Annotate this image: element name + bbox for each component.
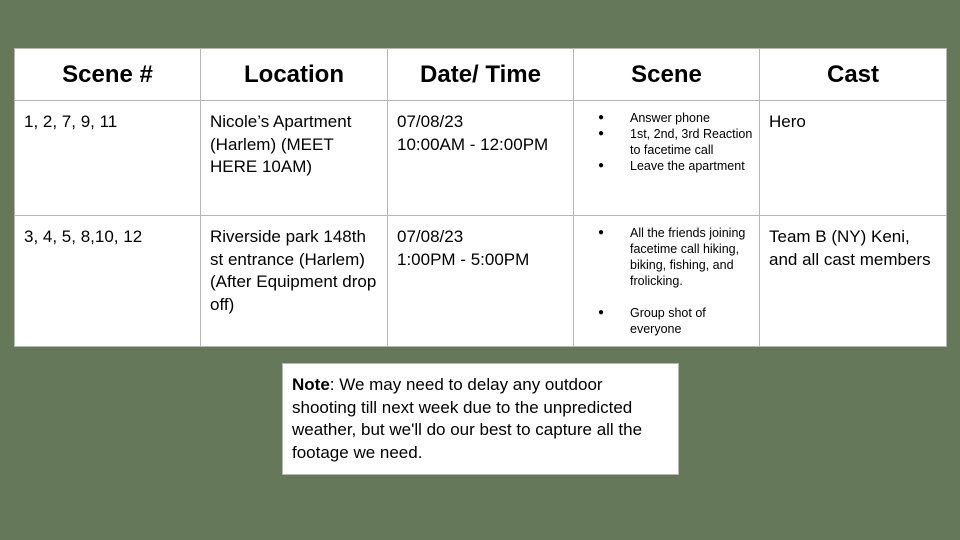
header-date-time: Date/ Time xyxy=(388,49,574,101)
header-cast: Cast xyxy=(760,49,947,101)
bullet-icon: ● xyxy=(598,160,605,172)
table-row xyxy=(15,101,947,216)
header-scene: Scene xyxy=(574,49,760,101)
scene-item-text: 1st, 2nd, 3rd Reaction to facetime call xyxy=(630,127,753,158)
note-box xyxy=(282,363,679,475)
location-cell: Riverside park 148th st entrance (Harlem) (After Equipment drop off) xyxy=(201,216,388,347)
table-header-row xyxy=(15,49,947,101)
list-item xyxy=(582,305,755,337)
list-item xyxy=(582,110,755,126)
scene-numbers-cell: 3, 4, 5, 8,10, 12 xyxy=(15,216,201,347)
scene-item-text: Leave the apartment xyxy=(630,159,745,174)
bullet-icon: ● xyxy=(598,227,605,238)
date-time-cell xyxy=(388,101,574,216)
scene-cell xyxy=(574,216,760,347)
table-row xyxy=(15,216,947,347)
date-time-cell xyxy=(388,216,574,347)
scene-numbers-cell: 1, 2, 7, 9, 11 xyxy=(15,101,201,216)
time-value: 10:00AM - 12:00PM xyxy=(397,134,549,154)
note-label: Note xyxy=(292,375,330,394)
list-item xyxy=(582,225,755,289)
header-scene-number: Scene # xyxy=(15,49,201,101)
header-location: Location xyxy=(201,49,388,101)
bullet-icon: ● xyxy=(598,307,605,319)
shooting-schedule-table xyxy=(14,48,947,347)
cast-cell: Team B (NY) Keni, and all cast members xyxy=(760,216,947,347)
location-cell: Nicole’s Apartment (Harlem) (MEET HERE 10AM) xyxy=(201,101,388,216)
list-item xyxy=(582,126,755,158)
time-value: 1:00PM - 5:00PM xyxy=(397,249,530,269)
list-item xyxy=(582,158,755,174)
date-value: 07/08/23 xyxy=(397,112,464,131)
note-text: : We may need to delay any outdoor shooting till next week due to the unpredicted weather, but we'll do our best to capture all the footage we need. xyxy=(292,375,643,462)
bullet-icon: ● xyxy=(598,128,605,140)
cast-cell: Hero xyxy=(760,101,947,216)
scene-cell xyxy=(574,101,760,216)
scene-item-text: Answer phone xyxy=(630,111,710,125)
scene-item-text: All the friends joining facetime call hiking, biking, fishing, and frolicking. xyxy=(630,226,746,289)
bullet-icon: ● xyxy=(598,112,605,123)
scene-list xyxy=(582,110,755,174)
scene-item-text: Group shot of everyone xyxy=(630,306,706,337)
scene-list xyxy=(582,225,755,338)
date-value: 07/08/23 xyxy=(397,227,464,246)
